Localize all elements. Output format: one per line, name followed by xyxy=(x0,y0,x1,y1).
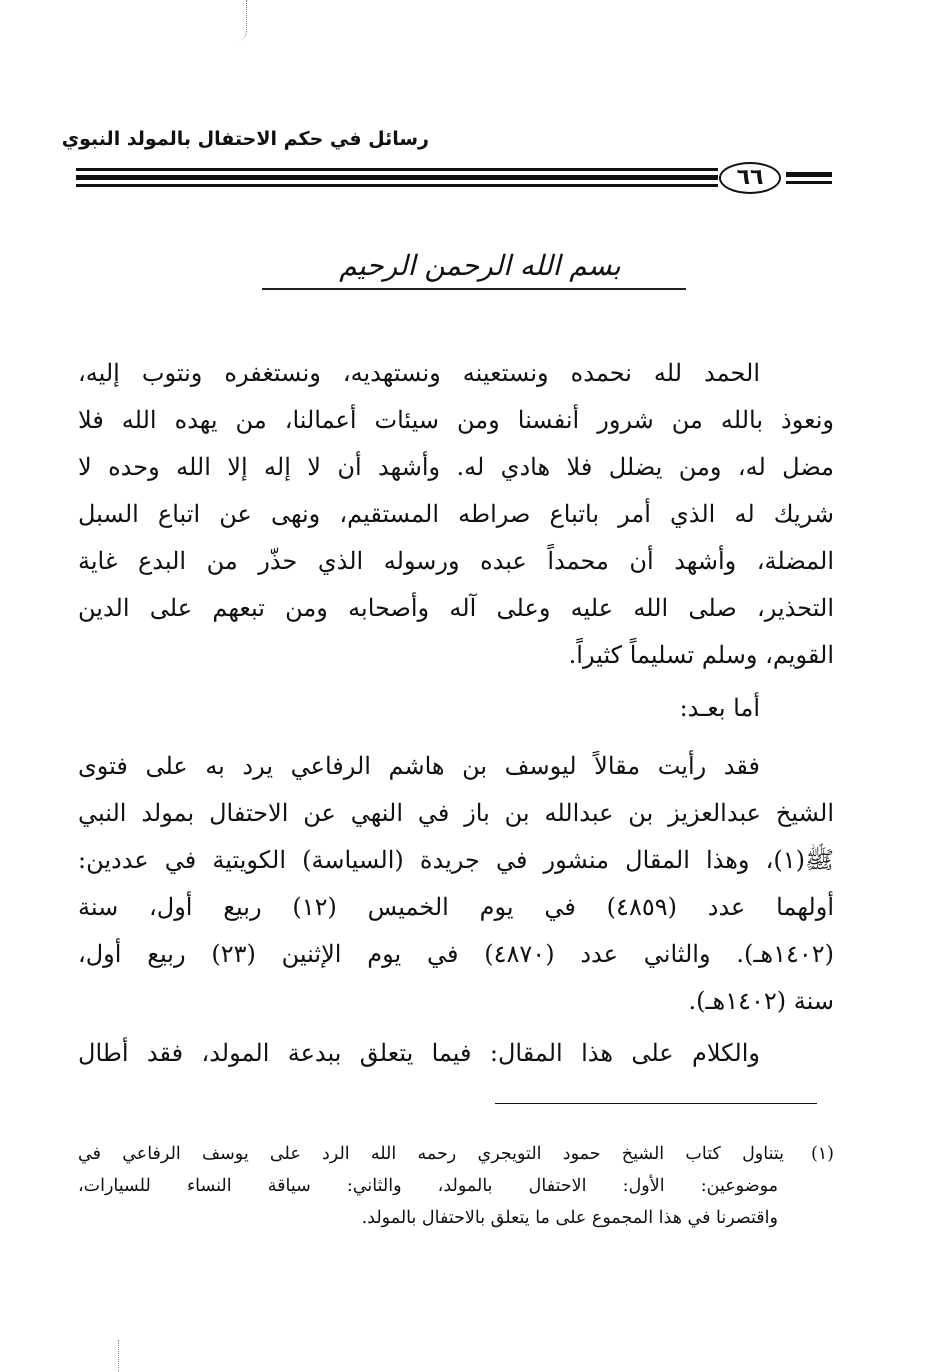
paragraph-discussion xyxy=(78,1030,834,1077)
header-rule-right-bottom xyxy=(786,181,832,184)
paragraph-opening xyxy=(78,350,834,679)
text-line: التحذير، صلى الله عليه وعلى آله وأصحابه ومن تبعهم على الدين xyxy=(78,594,834,622)
text-line: ونعوذ بالله من شرور أنفسنا ومن سيئات أعمالنا، من يهده الله فلا xyxy=(78,406,834,434)
header-rule-left-1 xyxy=(76,168,718,171)
text-line: والكلام على هذا المقال: فيما يتعلق ببدعة المولد، فقد أطال xyxy=(78,1039,760,1067)
text-line: القويم، وسلم تسليماً كثيراً. xyxy=(568,641,834,669)
paragraph-article xyxy=(78,743,834,1025)
footnote-text: يتناول كتاب الشيخ حمود التويجري رحمه الله الرد على يوسف الرفاعي في xyxy=(78,1144,784,1164)
header-rule-left-3 xyxy=(76,184,718,187)
text-line: ﷺ(١)، وهذا المقال منشور في جريدة (السياسة) الكويتية في عددين: xyxy=(78,846,835,874)
text-line: أولهما عدد (٤٨٥٩) في يوم الخميس (١٢) ربيع أول، سنة xyxy=(78,893,835,921)
header-rule-left-2 xyxy=(76,175,718,180)
text-line: أما بعـد: xyxy=(679,694,760,722)
running-header-title: رسائل في حكم الاحتفال بالمولد النبوي xyxy=(61,128,429,150)
paragraph-amma-baad xyxy=(78,685,834,732)
footnote-line: واقتصرنا في هذا المجموع على ما يتعلق بالاحتفال بالمولد. xyxy=(361,1208,778,1228)
footnote-line: موضوعين: الأول: الاحتفال بالمولد، والثاني: سياقة النساء للسيارات، xyxy=(78,1176,778,1196)
text-line: فقد رأيت مقالاً ليوسف بن هاشم الرفاعي يرد به على فتوى xyxy=(78,752,760,780)
footnote-separator xyxy=(495,1103,817,1104)
footnote-line xyxy=(78,1138,834,1170)
scan-artifact xyxy=(228,0,247,42)
header-rule-right-top xyxy=(786,172,832,177)
text-line: الحمد لله نحمده ونستعينه ونستهديه، ونستغفره ونتوب إليه، xyxy=(78,359,760,387)
text-line: شريك له الذي أمر باتباع صراطه المستقيم، ونهى عن اتباع السبل xyxy=(78,500,834,528)
scan-artifact-bottom xyxy=(118,1340,121,1372)
basmala: بسم الله الرحمن الرحيم xyxy=(339,249,621,282)
text-line: المضلة، وأشهد أن محمداً عبده ورسوله الذي حذّر من البدع غاية xyxy=(78,547,834,575)
page-number: ٦٦ xyxy=(719,162,781,194)
footnote-number: (١) xyxy=(810,1144,834,1164)
text-line: الشيخ عبدالعزيز بن عبدالله بن باز في النهي عن الاحتفال بمولد النبي xyxy=(78,799,834,827)
text-line: (١٤٠٢هـ). والثاني عدد (٤٨٧٠) في يوم الإثنين (٢٣) ربيع أول، xyxy=(78,940,834,968)
text-line: مضل له، ومن يضلل فلا هادي له. وأشهد أن لا إله إلا الله وحده لا xyxy=(78,453,835,481)
basmala-underline xyxy=(262,288,686,290)
text-line: سنة (١٤٠٢هـ). xyxy=(688,987,834,1015)
footnote xyxy=(78,1138,834,1234)
